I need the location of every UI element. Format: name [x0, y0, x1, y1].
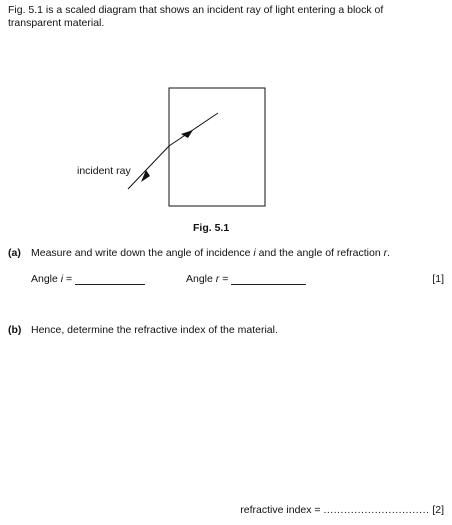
refractive-index-answer-line [240, 504, 444, 516]
incident-ray-line [128, 146, 169, 189]
figure-5-1-diagram [0, 0, 452, 240]
transparent-block [169, 88, 265, 206]
part-b-question: Hence, determine the refractive index of the material. [31, 324, 278, 336]
angle-i-blank[interactable] [75, 274, 145, 285]
incident-ray-label: incident ray [77, 165, 131, 177]
part-b-marks: [2] [429, 504, 444, 516]
angle-r-answer-line: Angle r = [186, 273, 306, 285]
refractive-index-blank[interactable]: ............................... [323, 504, 430, 516]
part-a-marks: [1] [432, 273, 444, 285]
refractive-index-label: refractive index = [240, 504, 324, 516]
part-b-label: (b) [8, 324, 22, 336]
part-a-question: Measure and write down the angle of incidence i and the angle of refraction r. [31, 247, 390, 259]
angle-i-answer-line: Angle i = [31, 273, 145, 285]
refracted-ray-line [169, 113, 218, 146]
incident-ray-arrowhead [141, 170, 150, 182]
angle-r-blank[interactable] [231, 274, 306, 285]
question-intro: Fig. 5.1 is a scaled diagram that shows an incident ray of light entering a block of transparent material. [8, 4, 384, 29]
part-a-label: (a) [8, 247, 21, 259]
figure-caption: Fig. 5.1 [193, 222, 230, 234]
